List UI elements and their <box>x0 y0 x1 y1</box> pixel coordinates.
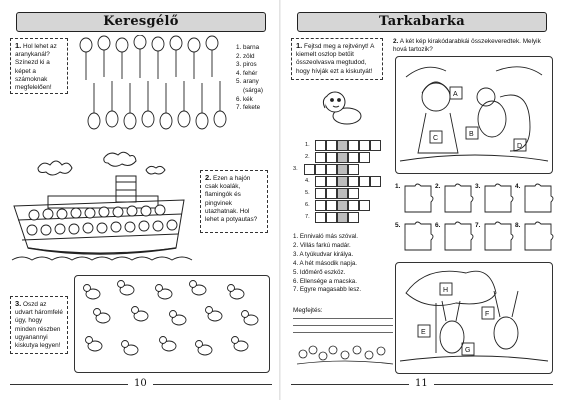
task3-instruction-box <box>10 296 68 354</box>
legend-item: 6. kék <box>236 95 253 103</box>
clue-item: 1. Ennivaló más szóval. <box>293 233 358 240</box>
picture-letter: A <box>453 91 458 98</box>
left-page-number: 10 <box>128 378 153 389</box>
piece-number: 4. <box>515 183 521 190</box>
crossword-cell[interactable] <box>315 176 326 187</box>
legend-item: 5. arany <box>236 78 259 86</box>
task3-number: 3. <box>15 299 22 308</box>
task1-number: 1. <box>15 41 22 50</box>
piece-number: 7. <box>475 222 481 229</box>
crossword-row-number: 4. <box>305 178 310 184</box>
clue-item: 6. Ellensége a macska. <box>293 277 357 285</box>
legend-item: 3. piros <box>236 61 257 69</box>
crossword-cell[interactable] <box>326 212 337 223</box>
crossword-row-number: 2. <box>305 154 310 160</box>
crossword-row-number: 5. <box>305 190 310 196</box>
legend-item: 7. fekete <box>236 104 261 112</box>
task2-text: Ezen a hajón csak koalák, flamingók és pingvinek utazhatnak. Hol lehet a potyautas? <box>205 175 258 224</box>
puzzle-picture-top <box>395 56 553 174</box>
crossword-cell[interactable] <box>359 176 370 187</box>
color-legend <box>236 44 276 113</box>
picture-letter: G <box>465 347 471 354</box>
crossword-cell[interactable] <box>348 176 359 187</box>
crossword-cell[interactable] <box>370 176 381 187</box>
picture-letter: F <box>485 311 490 318</box>
puppies-illustration <box>75 276 269 372</box>
rabbits-tree-illustration <box>396 263 552 373</box>
clue-item: 3. A tyúkudvar királya. <box>293 250 354 258</box>
crossword-cell[interactable] <box>359 200 370 211</box>
task2-instruction-box <box>200 170 268 233</box>
puppy-yard <box>74 275 270 373</box>
puzzle-picture-bottom <box>395 262 553 374</box>
task2-number: 2. <box>205 173 212 182</box>
r-task1-number: 1. <box>296 41 303 50</box>
clue-item: 2. Villás farkú madár. <box>293 241 351 249</box>
crossword-cell[interactable] <box>315 140 326 151</box>
crossword-cell[interactable] <box>348 164 359 175</box>
crossword-key-cell[interactable] <box>337 176 348 187</box>
clue-item: 5. Időmérő eszköz. <box>293 268 346 276</box>
answer-line[interactable] <box>293 318 393 319</box>
crossword-cell[interactable] <box>315 152 326 163</box>
crossword-cell[interactable] <box>315 164 326 175</box>
crossword-cell[interactable] <box>348 188 359 199</box>
r-task1-instruction-box <box>291 38 383 80</box>
crossword-key-cell[interactable] <box>337 212 348 223</box>
piece-number: 6. <box>435 222 441 229</box>
legend-item: 4. fehér <box>236 69 258 77</box>
piece-number: 2. <box>435 183 441 190</box>
crossword-cell[interactable] <box>326 176 337 187</box>
picture-letter: B <box>469 131 474 138</box>
answer-label: Megfejtés: <box>293 307 323 314</box>
clue-item: 4. A hét második napja. <box>293 259 357 267</box>
r-task2-instruction <box>393 38 553 54</box>
right-page <box>281 0 562 400</box>
crossword-cell[interactable] <box>315 200 326 211</box>
crossword-cell[interactable] <box>348 140 359 151</box>
picture-letter: H <box>443 287 449 294</box>
crossword-cell[interactable] <box>348 152 359 163</box>
task1-text: Hol lehet az aranykanál? Színezd ki a képet a számoknak megfelelően! <box>15 43 57 92</box>
crossword-key-cell[interactable] <box>337 140 348 151</box>
piece-number: 1. <box>395 183 401 190</box>
clue-item: 7. Egyre magasabb lesz. <box>293 286 362 294</box>
crossword-key-cell[interactable] <box>337 164 348 175</box>
legend-item: 2. zöld <box>236 52 255 60</box>
crossword-cell[interactable] <box>315 212 326 223</box>
task1-instruction-box <box>10 38 68 94</box>
crossword-cell[interactable] <box>326 200 337 211</box>
crossword-cell[interactable] <box>326 164 337 175</box>
ship-illustration <box>8 148 196 273</box>
crossword-cell[interactable] <box>359 140 370 151</box>
legend-item: (sárga) <box>243 86 263 94</box>
crossword-row-number: 1. <box>305 142 310 148</box>
crossword-cell[interactable] <box>326 140 337 151</box>
right-page-title: Tarkabarka <box>297 12 547 32</box>
right-page-number: 11 <box>409 378 434 389</box>
picture-letter: D <box>517 143 523 150</box>
picture-letter: E <box>421 329 426 336</box>
crossword-cell[interactable] <box>359 152 370 163</box>
spoons-illustration <box>74 35 234 135</box>
crossword-row-number: 3. <box>293 166 298 172</box>
crossword-cell[interactable] <box>370 140 381 151</box>
crossword-cell[interactable] <box>326 188 337 199</box>
crossword-cell[interactable] <box>315 188 326 199</box>
piece-number: 5. <box>395 222 401 229</box>
picture-letter: C <box>433 135 439 142</box>
crossword-cell[interactable] <box>348 212 359 223</box>
answer-line[interactable] <box>293 332 393 333</box>
crossword-cell[interactable] <box>304 164 315 175</box>
crossword-key-cell[interactable] <box>337 188 348 199</box>
task3-text: Oszd az udvart háromfelé úgy, hogy minden részben ugyanannyi kiskutya legyen! <box>15 301 63 350</box>
piece-number: 8. <box>515 222 521 229</box>
crossword-cell[interactable] <box>348 200 359 211</box>
crossword-key-cell[interactable] <box>337 200 348 211</box>
crossword-row-number: 7. <box>305 214 310 220</box>
crossword <box>291 140 401 226</box>
r-task2-text: A két kép kirakódarabkái összekeveredtek. Melyik hová tartozik? <box>393 38 541 53</box>
answer-line[interactable] <box>293 325 393 326</box>
r-task1-text: Fejtsd meg a rejtvényt! A kiemelt oszlop betűit összeolvasva megtudod, hogy hívják ezt a kiskutyát! <box>296 43 375 75</box>
crossword-row-number: 6. <box>305 202 310 208</box>
left-page-title: Keresgélő <box>16 12 266 32</box>
puppy-icon <box>317 88 367 128</box>
legend-item: 1. barna <box>236 44 260 51</box>
crossword-cell[interactable] <box>326 152 337 163</box>
puzzle-pieces <box>401 180 557 256</box>
crossword-key-cell[interactable] <box>337 152 348 163</box>
r-task2-number: 2. <box>393 38 399 45</box>
flowers-illustration <box>295 340 395 368</box>
piece-number: 3. <box>475 183 481 190</box>
girl-squirrel-illustration <box>396 57 552 173</box>
crossword-clues <box>293 233 403 295</box>
